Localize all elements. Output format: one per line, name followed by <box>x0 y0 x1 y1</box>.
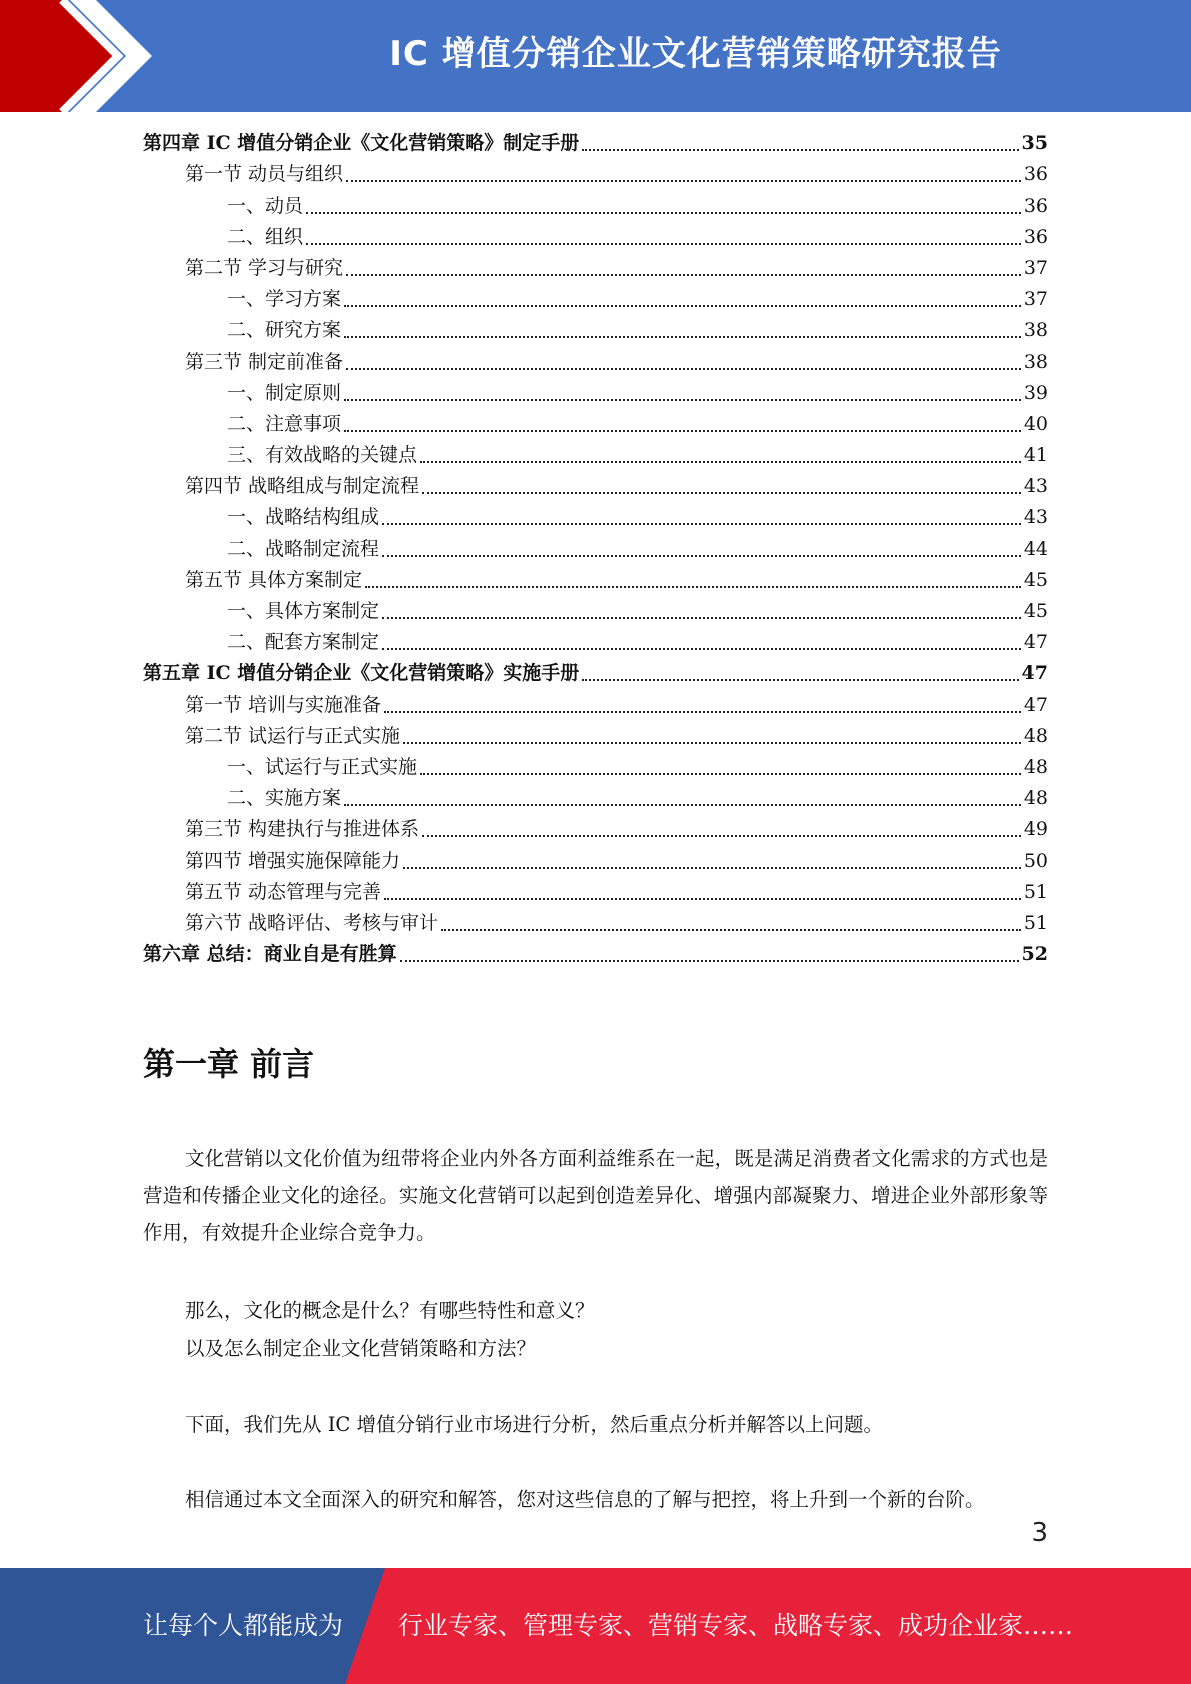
footer-banner <box>0 1568 1191 1684</box>
toc-dot-leader <box>582 149 1018 151</box>
toc-entry-page-number: 41 <box>1023 444 1048 467</box>
toc-entry-page-number: 35 <box>1021 132 1048 155</box>
toc-dot-leader <box>306 243 1021 245</box>
toc-dot-leader <box>382 523 1021 525</box>
toc-entry[interactable] <box>143 908 1048 939</box>
toc-entry-title: 第一节 培训与实施准备 <box>185 693 382 716</box>
toc-entry-page-number: 51 <box>1023 911 1048 934</box>
toc-entry-page-number: 47 <box>1023 631 1048 654</box>
header-arrow-decoration <box>0 0 160 112</box>
toc-dot-leader <box>384 711 1021 713</box>
toc-dot-leader <box>344 336 1021 338</box>
toc-entry[interactable] <box>143 596 1048 627</box>
toc-entry-page-number: 52 <box>1021 943 1048 966</box>
toc-dot-leader <box>346 274 1021 276</box>
toc-entry-page-number: 47 <box>1021 662 1048 685</box>
toc-entry-title: 第五章 IC 增值分销企业《文化营销策略》实施手册 <box>143 662 580 685</box>
report-title: IC 增值分销企业文化营销策略研究报告 <box>389 34 1002 74</box>
toc-dot-leader <box>344 430 1021 432</box>
toc-entry-page-number: 51 <box>1023 880 1048 903</box>
toc-entry[interactable] <box>143 284 1048 315</box>
toc-entry-title: 二、注意事项 <box>227 412 342 435</box>
toc-entry[interactable] <box>143 222 1048 253</box>
toc-entry-title: 二、战略制定流程 <box>227 537 380 560</box>
toc-entry[interactable] <box>143 939 1048 970</box>
question-line-2: 以及怎么制定企业文化营销策略和方法？ <box>185 1337 537 1360</box>
toc-dot-leader <box>365 586 1021 588</box>
toc-entry-title: 二、研究方案 <box>227 319 342 342</box>
toc-entry[interactable] <box>143 814 1048 845</box>
page-number: 3 <box>1031 1518 1048 1548</box>
toc-entry[interactable] <box>143 752 1048 783</box>
toc-dot-leader <box>382 617 1021 619</box>
toc-entry[interactable] <box>143 315 1048 346</box>
toc-entry-title: 第五节 动态管理与完善 <box>185 880 382 903</box>
toc-dot-leader <box>344 305 1021 307</box>
toc-entry[interactable] <box>143 128 1048 159</box>
toc-entry-title: 一、学习方案 <box>227 288 342 311</box>
toc-entry-page-number: 48 <box>1023 787 1048 810</box>
toc-entry-page-number: 47 <box>1023 693 1048 716</box>
toc-entry[interactable] <box>143 440 1048 471</box>
toc-dot-leader <box>403 867 1021 869</box>
toc-dot-leader <box>422 835 1021 837</box>
toc-entry[interactable] <box>143 627 1048 658</box>
toc-entry-title: 第二节 试运行与正式实施 <box>185 724 401 747</box>
toc-entry[interactable] <box>143 378 1048 409</box>
toc-entry-title: 一、动员 <box>227 194 304 217</box>
toc-entry-page-number: 37 <box>1023 256 1048 279</box>
toc-entry-title: 第三节 构建执行与推进体系 <box>185 818 420 841</box>
toc-entry-page-number: 49 <box>1023 818 1048 841</box>
toc-entry[interactable] <box>143 658 1048 689</box>
toc-entry-title: 二、实施方案 <box>227 787 342 810</box>
footer-slogan-lead: 让每个人都能成为 <box>143 1611 344 1640</box>
toc-entry[interactable] <box>143 159 1048 190</box>
toc-entry[interactable] <box>143 689 1048 720</box>
toc-entry-page-number: 50 <box>1023 849 1048 872</box>
toc-entry-page-number: 38 <box>1023 319 1048 342</box>
toc-entry-page-number: 39 <box>1023 381 1048 404</box>
toc-entry[interactable] <box>143 346 1048 377</box>
toc-entry-title: 第一节 动员与组织 <box>185 163 344 186</box>
toc-entry-page-number: 36 <box>1023 225 1048 248</box>
chapter-title: 第一章 前言 <box>143 1045 315 1083</box>
toc-entry-page-number: 38 <box>1023 350 1048 373</box>
intro-paragraph: 文化营销以文化价值为纽带将企业内外各方面利益维系在一起，既是满足消费者文化需求的方式也是营造和传播企业文化的途径。实施文化营销可以起到创造差异化、增强内部凝聚力、增进企业外部形象等作用，有效提升企业综合竞争力。 <box>143 1147 1048 1244</box>
closing-paragraph: 相信通过本文全面深入的研究和解答，您对这些信息的了解与把控，将上升到一个新的台阶。 <box>185 1488 985 1511</box>
toc-entry-title: 二、配套方案制定 <box>227 631 380 654</box>
toc-entry[interactable] <box>143 190 1048 221</box>
analysis-paragraph: 下面，我们先从 IC 增值分销行业市场进行分析，然后重点分析并解答以上问题。 <box>185 1413 884 1436</box>
toc-entry[interactable] <box>143 721 1048 752</box>
question-line-1: 那么，文化的概念是什么？有哪些特性和意义？ <box>185 1299 595 1322</box>
toc-entry-title: 第二节 学习与研究 <box>185 256 344 279</box>
toc-entry-title: 二、组织 <box>227 225 304 248</box>
toc-entry-title: 第五节 具体方案制定 <box>185 568 363 591</box>
toc-entry-page-number: 45 <box>1023 600 1048 622</box>
toc-dot-leader <box>382 648 1021 650</box>
toc-dot-leader <box>420 461 1021 463</box>
toc-entry-title: 第四章 IC 增值分销企业《文化营销策略》制定手册 <box>143 132 580 155</box>
toc-dot-leader <box>420 773 1021 775</box>
toc-dot-leader <box>344 399 1021 401</box>
toc-entry-title: 第四节 增强实施保障能力 <box>185 849 401 872</box>
toc-dot-leader <box>422 492 1021 494</box>
toc-entry[interactable] <box>143 409 1048 440</box>
toc-entry-title: 三、有效战略的关键点 <box>227 444 418 467</box>
toc-entry-page-number: 43 <box>1023 475 1048 498</box>
toc-entry-title: 第六节 战略评估、考核与审计 <box>185 911 439 934</box>
table-of-contents <box>143 128 1048 970</box>
toc-dot-leader <box>582 679 1018 681</box>
toc-entry-page-number: 48 <box>1023 724 1048 747</box>
toc-dot-leader <box>346 180 1021 182</box>
toc-dot-leader <box>403 742 1021 744</box>
toc-entry[interactable] <box>143 565 1048 596</box>
toc-dot-leader <box>306 212 1021 214</box>
toc-entry-page-number: 45 <box>1023 568 1048 591</box>
toc-dot-leader <box>346 368 1021 370</box>
toc-entry-page-number: 36 <box>1023 163 1048 186</box>
toc-entry[interactable] <box>143 502 1048 533</box>
toc-entry-title: 一、战略结构组成 <box>227 506 380 529</box>
toc-entry[interactable] <box>143 533 1048 564</box>
toc-entry-page-number: 48 <box>1023 755 1048 778</box>
toc-entry-title: 第四节 战略组成与制定流程 <box>185 475 420 498</box>
toc-dot-leader <box>382 555 1021 557</box>
toc-dot-leader <box>384 898 1021 900</box>
toc-entry-title: 第三节 制定前准备 <box>185 350 344 373</box>
footer-slogan-roles: 行业专家、管理专家、营销专家、战略专家、成功企业家…… <box>398 1611 1074 1640</box>
toc-dot-leader <box>441 929 1021 931</box>
toc-entry-title: 一、制定原则 <box>227 381 342 404</box>
header-banner <box>0 0 1191 112</box>
toc-entry-page-number: 44 <box>1023 537 1048 560</box>
toc-entry-title: 第六章 总结：商业自是有胜算 <box>143 943 397 966</box>
toc-entry-page-number: 37 <box>1023 288 1048 311</box>
toc-entry[interactable] <box>143 471 1048 502</box>
toc-entry[interactable] <box>143 783 1048 814</box>
toc-entry[interactable] <box>143 253 1048 284</box>
toc-dot-leader <box>400 960 1019 962</box>
toc-entry-page-number: 36 <box>1023 194 1048 217</box>
toc-dot-leader <box>344 804 1021 806</box>
toc-entry-title: 一、试运行与正式实施 <box>227 755 418 778</box>
toc-entry-page-number: 43 <box>1023 506 1048 529</box>
toc-entry-page-number: 40 <box>1023 412 1048 435</box>
toc-entry[interactable] <box>143 877 1048 908</box>
toc-entry-title: 一、具体方案制定 <box>227 600 380 622</box>
toc-entry[interactable] <box>143 845 1048 876</box>
